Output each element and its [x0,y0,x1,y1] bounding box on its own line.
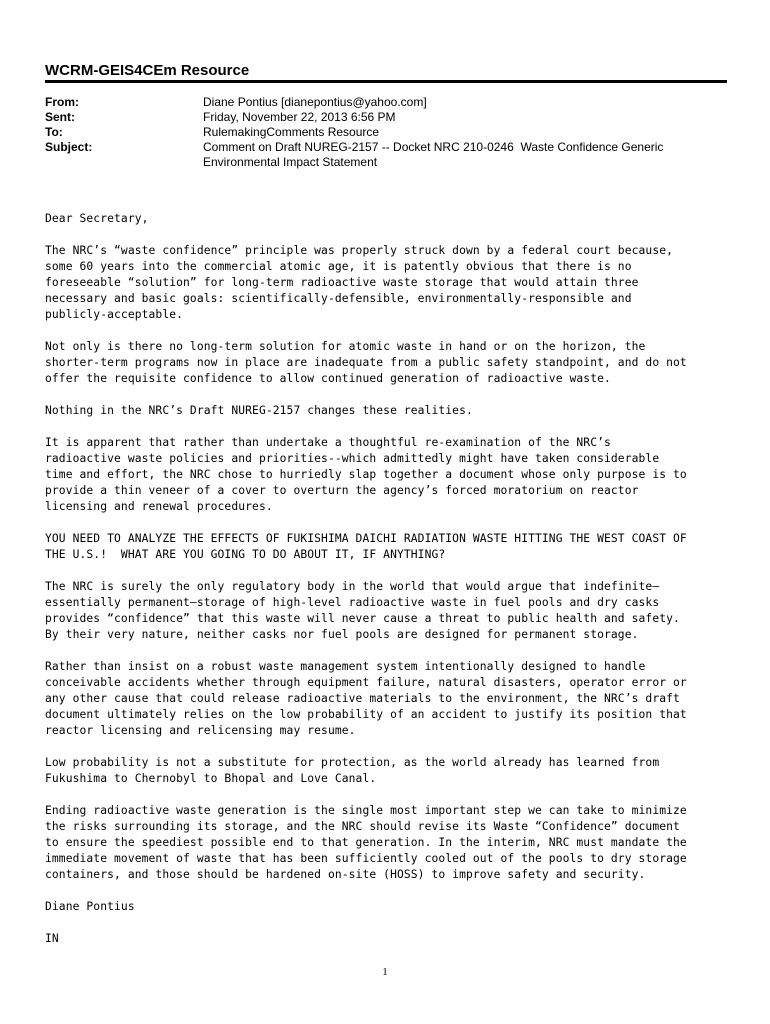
header-row-to [45,125,727,140]
email-header [45,95,727,170]
subject-value: Comment on Draft NUREG-2157 -- Docket NRC 210-0246 Waste Confidence Generic Environmental Impact Statement [203,140,664,169]
signature-name: Diane Pontius [45,900,135,913]
body-paragraph: The NRC’s “waste confidence” principle was properly struck down by a federal court because, some 60 years into the commercial atomic age, it is patently obvious that there is no foreseeable “solution” for long-term radioactive waste storage that would attain three necessary and basic goals: scientifically-defensible, environmentally-responsible and publicly-acceptable. [45,244,674,321]
body-paragraph: Ending radioactive waste generation is the single most important step we can take to minimize the risks surrounding its storage, and the NRC should revise its Waste “Confidence” document to ensure the speediest possible end to that generation. In the interim, NRC must mandate the immediate movement of waste that has been sufficiently cooled out of the pools to dry storage containers, and those should be hardened on-site (HOSS) to improve safety and security. [45,804,687,881]
page-number: 1 [382,966,388,978]
to-label: To: [45,125,63,139]
signature-state: IN [45,932,59,945]
body-paragraph: Low probability is not a substitute for protection, as the world already has learned from Fukushima to Chernobyl to Bhopal and Love Canal. [45,756,660,785]
body-paragraph: Nothing in the NRC’s Draft NUREG-2157 changes these realities. [45,404,473,417]
body-paragraph: Rather than insist on a robust waste management system intentionally designed to handle conceivable accidents whether through equipment failure, natural disasters, operator error or any other cause that could release radioactive materials to the environment, the NRC’s draft document ultimately relies on the low probability of an accident to justify its position that reactor licensing and relicensing may resume. [45,660,687,737]
body-paragraph: It is apparent that rather than undertake a thoughtful re-examination of the NRC’s radioactive waste policies and priorities--which admittedly might have taken considerable time and effort, the NRC chose to hurriedly slap together a document whose only purpose is to provide a thin veneer of a cover to overturn the agency’s forced moratorium on reactor licensing and renewal procedures. [45,436,687,513]
letter-body [45,211,735,963]
body-paragraph-caps: YOU NEED TO ANALYZE THE EFFECTS OF FUKISHIMA DAICHI RADIATION WASTE HITTING THE WEST COAST OF THE U.S.! WHAT ARE YOU GOING TO DO ABOUT IT, IF ANYTHING? [45,532,687,561]
title-underline [45,80,727,83]
header-row-subject [45,140,727,170]
header-row-from [45,95,727,110]
from-label: From: [45,95,79,109]
sent-label: Sent: [45,110,75,124]
from-value: Diane Pontius [dianepontius@yahoo.com] [203,95,427,109]
sent-value: Friday, November 22, 2013 6:56 PM [203,110,396,124]
body-paragraph: The NRC is surely the only regulatory body in the world that would argue that indefinite— essentially permanent—storage of high-level radioactive waste in fuel pools and dry casks provides “confidence” that this waste will never cause a threat to public health and safety. By their very nature, neither casks nor fuel pools are designed for permanent storage. [45,580,680,641]
subject-label: Subject: [45,140,93,154]
salutation: Dear Secretary, [45,212,149,225]
body-paragraph: Not only is there no long-term solution for atomic waste in hand or on the horizon, the shorter-term programs now in place are inadequate from a public safety standpoint, and do not offer the requisite confidence to allow continued generation of radioactive waste. [45,340,687,385]
to-value: RulemakingComments Resource [203,125,380,139]
header-row-sent [45,110,727,125]
document-title: WCRM-GEIS4CEm Resource [45,62,250,79]
